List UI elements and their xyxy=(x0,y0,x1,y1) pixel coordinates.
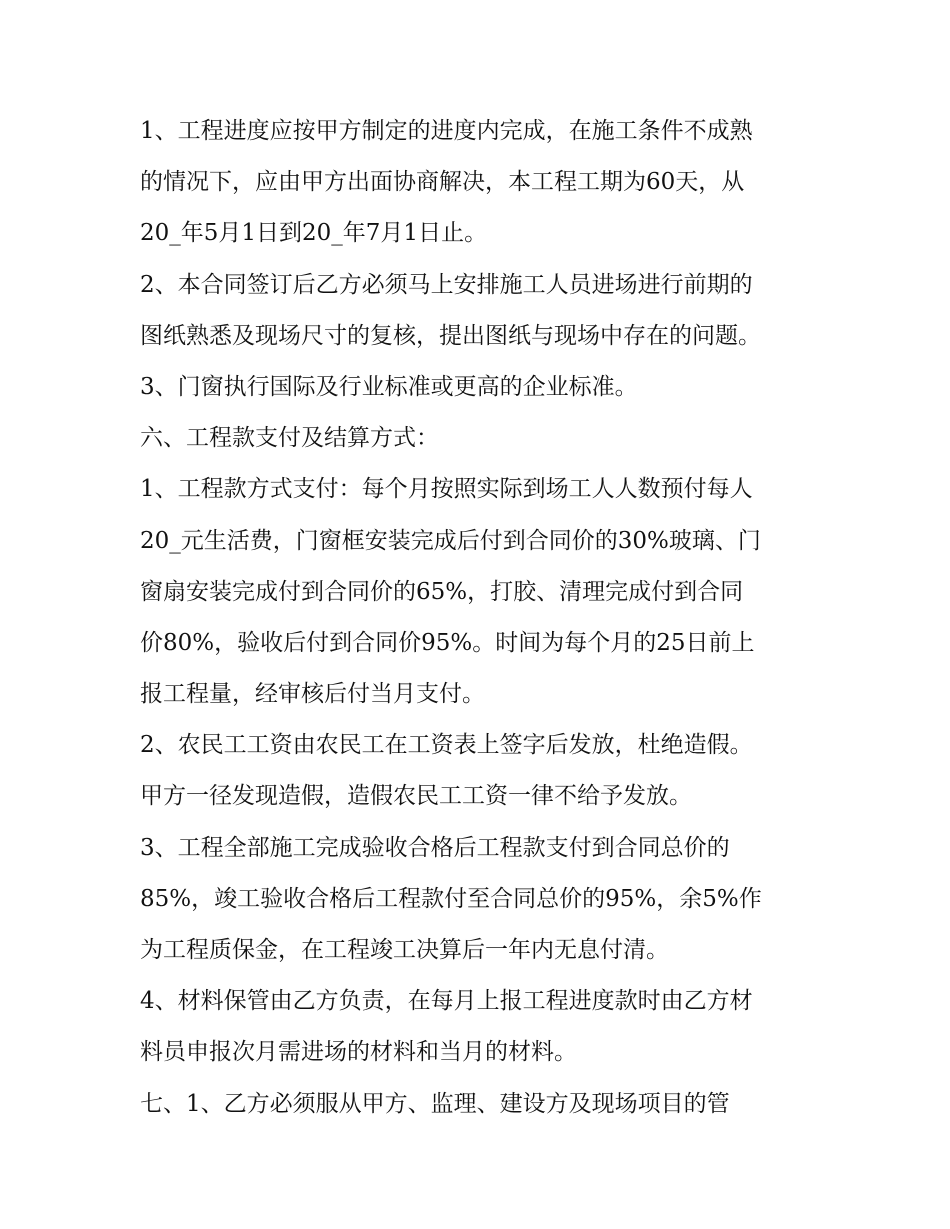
text-line: 甲方一径发现造假，造假农民工工资一律不给予发放。 xyxy=(140,783,692,810)
text-line: 报工程量，经审核后付当月支付。 xyxy=(140,681,485,708)
text-line: 价80%，验收后付到合同价95%。时间为每个月的25日前上 xyxy=(140,629,755,656)
text-line: 85%，竣工验收合格后工程款付至合同总价的95%，余5%作 xyxy=(140,885,762,912)
text-line: 3、工程全部施工完成验收合格后工程款支付到合同总价的 xyxy=(140,834,730,861)
text-line: 2、本合同签订后乙方必须马上安排施工人员进场进行前期的 xyxy=(140,271,753,298)
text-line: 窗扇安装完成付到合同价的65%，打胶、清理完成付到合同 xyxy=(140,578,744,605)
section-heading: 六、工程款支付及结算方式： xyxy=(140,425,439,452)
text-line: 1、工程进度应按甲方制定的进度内完成，在施工条件不成熟 xyxy=(140,118,753,144)
text-line: 料员申报次月需进场的材料和当月的材料。 xyxy=(140,1039,577,1066)
text-line: 图纸熟悉及现场尺寸的复核，提出图纸与现场中存在的问题。 xyxy=(140,322,761,349)
text-line: 的情况下，应由甲方出面协商解决，本工程工期为60天，从 xyxy=(140,169,745,196)
text-line: 20_元生活费，门窗框安装完成后付到合同价的30%玻璃、门 xyxy=(140,527,761,554)
text-line: 4、材料保管由乙方负责，在每月上报工程进度款时由乙方材 xyxy=(140,988,753,1015)
text-line: 1、工程款方式支付：每个月按照实际到场工人人数预付每人 xyxy=(140,476,753,503)
text-line: 3、门窗执行国际及行业标准或更高的企业标准。 xyxy=(140,373,638,400)
text-line: 20_年5月1日到20_年7月1日止。 xyxy=(140,220,488,247)
contract-text xyxy=(140,106,810,1130)
text-line: 为工程质保金，在工程竣工决算后一年内无息付清。 xyxy=(140,937,669,963)
text-line: 七、1、乙方必须服从甲方、监理、建设方及现场项目的管 xyxy=(140,1090,730,1117)
text-line: 2、农民工工资由农民工在工资表上签字后发放，杜绝造假。 xyxy=(140,732,753,759)
